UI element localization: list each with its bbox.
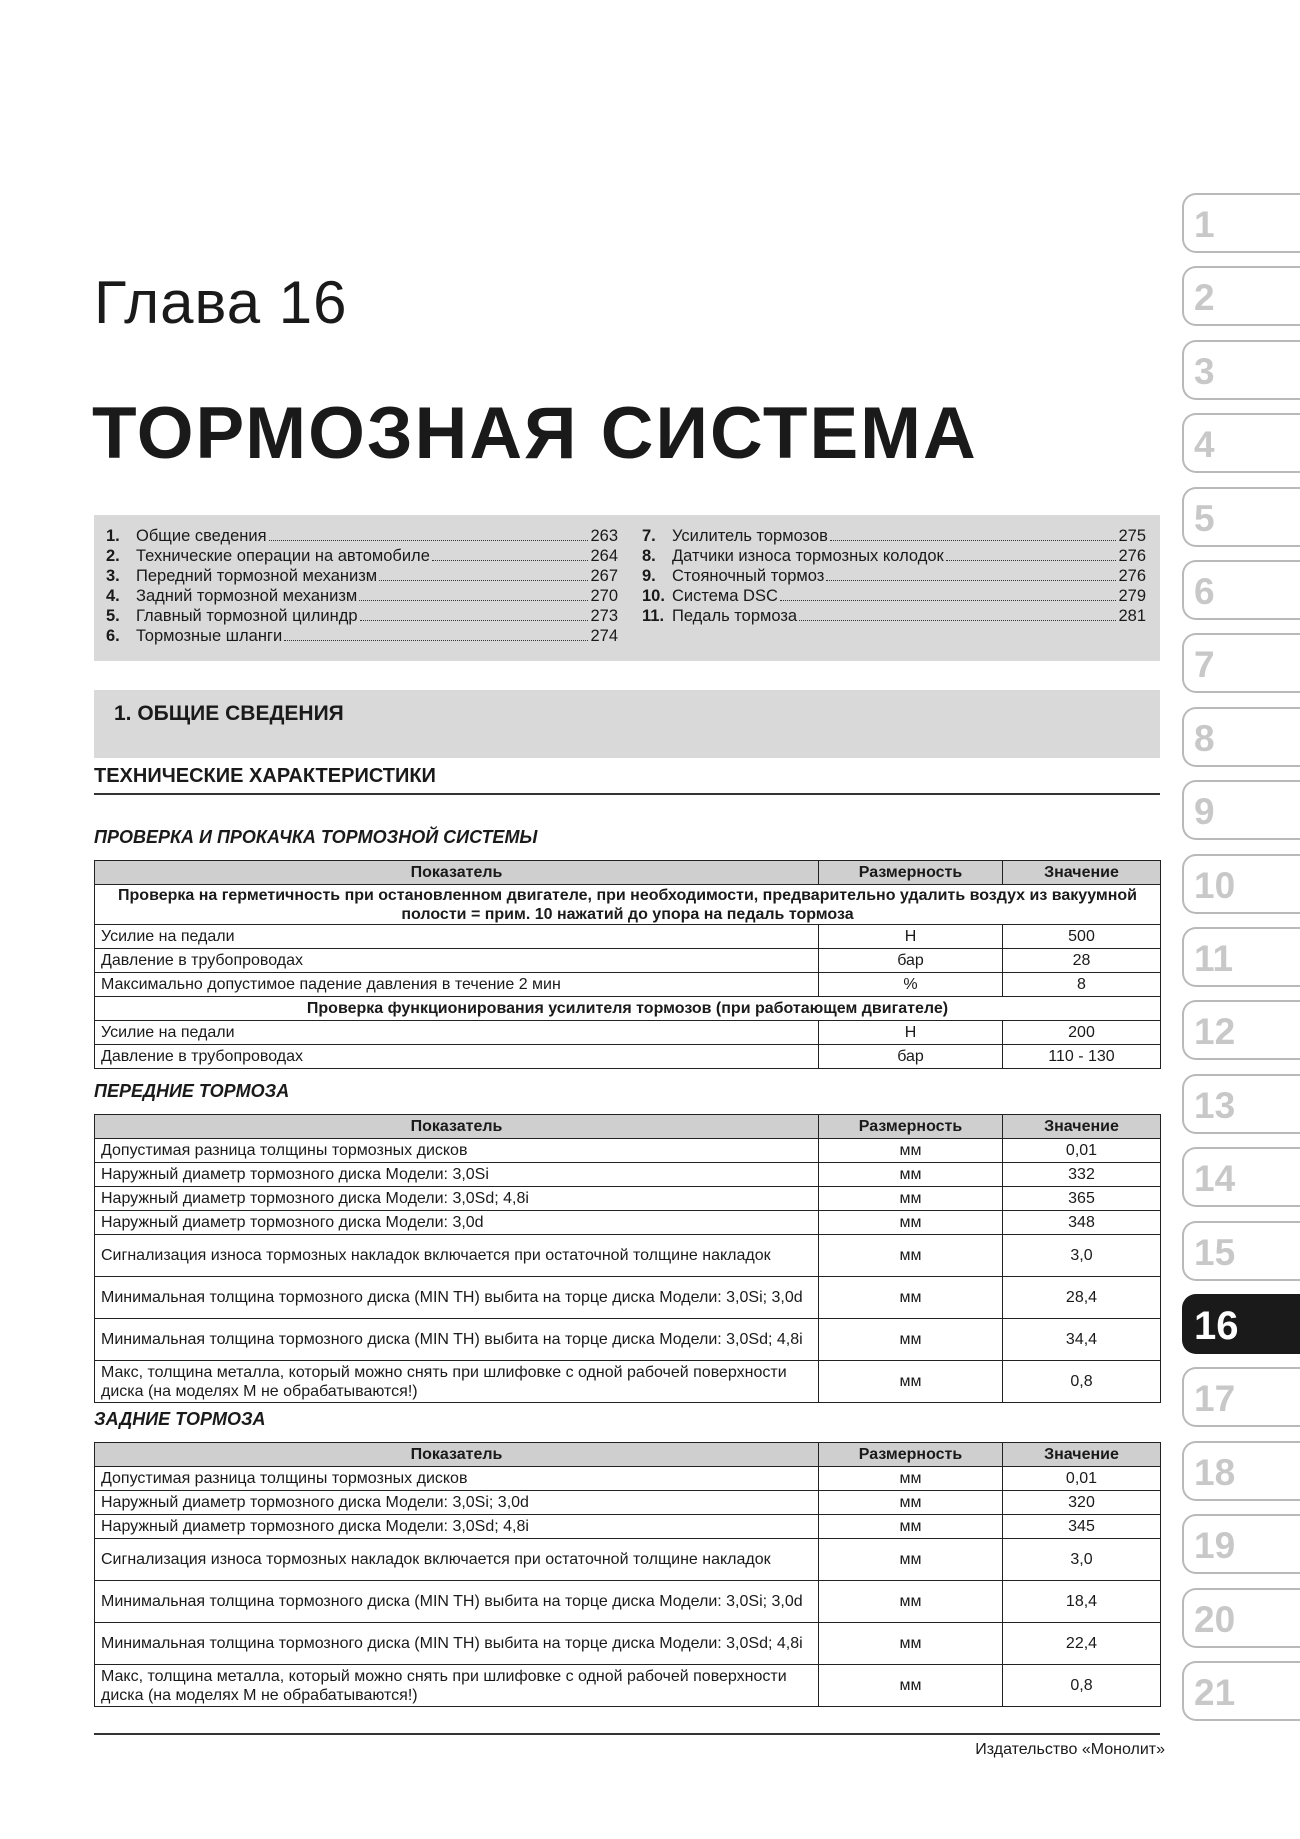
column-header-param: Показатель: [95, 1443, 819, 1467]
chapter-tab-10[interactable]: [1182, 854, 1300, 914]
toc-item-title: Педаль тормоза: [672, 607, 798, 625]
toc-item-number: 3.: [106, 567, 120, 585]
cell-unit: мм: [819, 1235, 1003, 1277]
cell-param: Макс, толщина металла, который можно снять при шлифовке с одной рабочей поверхности диска (на моделях М не обрабатываются!): [95, 1361, 819, 1403]
toc-item-title: Система DSC: [672, 587, 778, 605]
toc-item[interactable]: [106, 547, 618, 567]
chapter-tab-number: 6: [1194, 571, 1215, 612]
toc-dot-leader: [946, 560, 1117, 561]
toc-item[interactable]: [106, 587, 618, 607]
cell-unit: мм: [819, 1163, 1003, 1187]
cell-unit: %: [819, 973, 1003, 997]
toc-dot-leader: [799, 620, 1116, 621]
chapter-tab-number: 5: [1194, 497, 1215, 539]
chapter-tab-17[interactable]: [1182, 1367, 1300, 1427]
table-row: [95, 1235, 1161, 1277]
table-row: [95, 1021, 1161, 1045]
cell-value: 0,01: [1003, 1139, 1161, 1163]
toc-item-page: 275: [1118, 527, 1146, 545]
chapter-tab-20[interactable]: [1182, 1588, 1300, 1648]
cell-param: Наружный диаметр тормозного диска Модели: 3,0Sd; 4,8i: [95, 1187, 819, 1211]
table-row: [95, 925, 1161, 949]
front-brakes-title: ПЕРЕДНИЕ ТОРМОЗА: [94, 1081, 290, 1101]
cell-unit: мм: [819, 1515, 1003, 1539]
section-bar: [94, 690, 1160, 758]
chapter-tab-8[interactable]: [1182, 707, 1300, 767]
toc-item-number: 1.: [106, 527, 120, 545]
chapter-tab-number: 3: [1194, 350, 1215, 392]
chapter-tab-number: 2: [1194, 277, 1215, 319]
table-row: [95, 1211, 1161, 1235]
table-row: [95, 1515, 1161, 1539]
chapter-tab-number: 17: [1194, 1378, 1236, 1420]
rear-brakes-table: [94, 1442, 1161, 1707]
cell-value: 3,0: [1003, 1539, 1161, 1581]
chapter-tab-number: 14: [1194, 1158, 1236, 1200]
cell-value: 34,4: [1003, 1319, 1161, 1361]
chapter-tab-2[interactable]: [1182, 266, 1300, 326]
toc-item-number: 10.: [642, 587, 665, 605]
cell-unit: мм: [819, 1623, 1003, 1665]
toc-item[interactable]: [642, 607, 1146, 627]
cell-param: Максимально допустимое падение давления в течение 2 мин: [95, 973, 819, 997]
chapter-tab-16[interactable]: [1182, 1294, 1300, 1354]
chapter-tab-number: 21: [1194, 1672, 1236, 1713]
cell-unit: мм: [819, 1187, 1003, 1211]
cell-param: Наружный диаметр тормозного диска Модели: 3,0Sd; 4,8i: [95, 1515, 819, 1539]
cell-value: 320: [1003, 1491, 1161, 1515]
toc-item-number: 7.: [642, 527, 656, 545]
cell-param: Давление в трубопроводах: [95, 949, 819, 973]
cell-value: 28,4: [1003, 1277, 1161, 1319]
table-row: [95, 1539, 1161, 1581]
table-row: [95, 1491, 1161, 1515]
table-row: [95, 1623, 1161, 1665]
toc-dot-leader: [269, 540, 589, 541]
cell-unit: мм: [819, 1491, 1003, 1515]
specs-heading: ТЕХНИЧЕСКИЕ ХАРАКТЕРИСТИКИ: [94, 765, 436, 787]
toc-item-title: Усилитель тормозов: [672, 527, 828, 545]
column-header-value: Значение: [1003, 1115, 1161, 1139]
toc-item-page: 270: [590, 587, 618, 605]
chapter-tab-15[interactable]: [1182, 1221, 1300, 1281]
toc-item-page: 263: [590, 527, 618, 545]
check-table-title: ПРОВЕРКА И ПРОКАЧКА ТОРМОЗНОЙ СИСТЕМЫ: [94, 827, 538, 847]
chapter-tab-number: 10: [1194, 864, 1236, 906]
cell-value: 345: [1003, 1515, 1161, 1539]
table-row: [95, 1319, 1161, 1361]
chapter-tab-number: 15: [1194, 1231, 1236, 1273]
chapter-tab-19[interactable]: [1182, 1514, 1300, 1574]
section-heading: 1. ОБЩИЕ СВЕДЕНИЯ: [114, 702, 344, 725]
toc-item-number: 11.: [642, 607, 665, 625]
toc-item[interactable]: [642, 587, 1146, 607]
publisher-name: Издательство «Монолит»: [975, 1741, 1165, 1758]
cell-value: 348: [1003, 1211, 1161, 1235]
toc-dot-leader: [360, 620, 589, 621]
toc-item-page: 281: [1118, 607, 1146, 625]
toc-item[interactable]: [642, 527, 1146, 547]
toc-item-title: Тормозные шланги: [136, 627, 283, 645]
toc-dot-leader: [379, 580, 588, 581]
cell-unit: мм: [819, 1211, 1003, 1235]
divider: [94, 793, 1160, 795]
cell-param: Наружный диаметр тормозного диска Модели: 3,0d: [95, 1211, 819, 1235]
cell-param: Минимальная толщина тормозного диска (MIN TH) выбита на торце диска Модели: 3,0Sd; 4,8i: [95, 1623, 819, 1665]
table-row: [95, 1163, 1161, 1187]
chapter-label: Глава 16: [94, 269, 348, 336]
cell-unit: мм: [819, 1467, 1003, 1491]
cell-value: 18,4: [1003, 1581, 1161, 1623]
cell-value: 0,01: [1003, 1467, 1161, 1491]
chapter-tab-21[interactable]: [1182, 1661, 1300, 1721]
column-header-value: Значение: [1003, 1443, 1161, 1467]
cell-value: 500: [1003, 925, 1161, 949]
cell-value: 0,8: [1003, 1665, 1161, 1707]
chapter-tab-number: 8: [1194, 717, 1215, 759]
table-row: [95, 1467, 1161, 1491]
table-row: [95, 1187, 1161, 1211]
toc-item-page: 276: [1118, 547, 1146, 565]
column-header-unit: Размерность: [819, 1115, 1003, 1139]
cell-param: Усилие на педали: [95, 925, 819, 949]
column-header-param: Показатель: [95, 861, 819, 885]
cell-unit: Н: [819, 1021, 1003, 1045]
chapter-tab-number: 13: [1194, 1084, 1236, 1126]
cell-param: Наружный диаметр тормозного диска Модели: 3,0Si: [95, 1163, 819, 1187]
footer-divider: [94, 1733, 1160, 1735]
cell-param: Сигнализация износа тормозных накладок включается при остаточной толщине накладок: [95, 1539, 819, 1581]
toc-item-title: Технические операции на автомобиле: [136, 547, 430, 565]
chapter-tab-number: 19: [1194, 1525, 1236, 1567]
cell-value: 332: [1003, 1163, 1161, 1187]
cell-unit: мм: [819, 1581, 1003, 1623]
cell-unit: бар: [819, 949, 1003, 973]
toc-item[interactable]: [642, 567, 1146, 587]
cell-param: Давление в трубопроводах: [95, 1045, 819, 1069]
chapter-tab-14[interactable]: [1182, 1147, 1300, 1207]
cell-unit: мм: [819, 1665, 1003, 1707]
cell-value: 3,0: [1003, 1235, 1161, 1277]
cell-value: 28: [1003, 949, 1161, 973]
chapter-tab-5[interactable]: [1182, 487, 1300, 547]
toc-item-page: 267: [590, 567, 618, 585]
table-row: [95, 1045, 1161, 1069]
toc-dot-leader: [826, 580, 1116, 581]
cell-unit: Н: [819, 925, 1003, 949]
chapter-tab-number: 20: [1194, 1598, 1236, 1640]
cell-param: Минимальная толщина тормозного диска (MIN TH) выбита на торце диска Модели: 3,0Si; 3,0d: [95, 1581, 819, 1623]
table-row: [95, 1139, 1161, 1163]
cell-value: 110 - 130: [1003, 1045, 1161, 1069]
cell-param: Минимальная толщина тормозного диска (MIN TH) выбита на торце диска Модели: 3,0Si; 3,0d: [95, 1277, 819, 1319]
toc-item-page: 276: [1118, 567, 1146, 585]
chapter-tab-3[interactable]: [1182, 340, 1300, 400]
table-row: [95, 949, 1161, 973]
cell-unit: бар: [819, 1045, 1003, 1069]
front-brakes-table: [94, 1114, 1161, 1403]
chapter-tab-number: 9: [1194, 791, 1215, 833]
toc-column-left: [106, 527, 618, 647]
group-title: Проверка функционирования усилителя тормозов (при работающем двигателе): [95, 997, 1161, 1021]
chapter-tab-number: 16: [1194, 1304, 1239, 1348]
group-row: [95, 997, 1161, 1021]
toc-item-page: 279: [1118, 587, 1146, 605]
chapter-tab-number: 12: [1194, 1011, 1236, 1053]
cell-param: Усилие на педали: [95, 1021, 819, 1045]
toc-item-number: 5.: [106, 607, 120, 625]
chapter-tab-number: 11: [1194, 938, 1234, 979]
table-of-contents: [94, 515, 1160, 661]
toc-item-title: Главный тормозной цилиндр: [136, 607, 358, 625]
cell-unit: мм: [819, 1319, 1003, 1361]
toc-dot-leader: [284, 640, 588, 641]
toc-item-number: 8.: [642, 547, 656, 565]
toc-item-number: 6.: [106, 627, 120, 645]
chapter-tab-12[interactable]: [1182, 1000, 1300, 1060]
table-row: [95, 973, 1161, 997]
toc-dot-leader: [432, 560, 589, 561]
chapter-tab-1[interactable]: [1182, 193, 1300, 253]
cell-param: Минимальная толщина тормозного диска (MIN TH) выбита на торце диска Модели: 3,0Sd; 4,8i: [95, 1319, 819, 1361]
toc-item[interactable]: [106, 627, 618, 647]
chapter-tab-number: 18: [1194, 1451, 1236, 1493]
chapter-title: ТОРМОЗНАЯ СИСТЕМА: [92, 393, 978, 474]
cell-value: 365: [1003, 1187, 1161, 1211]
chapter-tab-7[interactable]: [1182, 633, 1300, 693]
toc-column-right: [642, 527, 1146, 627]
chapter-tab-4[interactable]: [1182, 413, 1300, 473]
chapter-tab-13[interactable]: [1182, 1074, 1300, 1134]
chapter-tab-number: 1: [1194, 204, 1215, 245]
cell-value: 22,4: [1003, 1623, 1161, 1665]
toc-item[interactable]: [106, 527, 618, 547]
column-header-value: Значение: [1003, 861, 1161, 885]
toc-dot-leader: [830, 540, 1117, 541]
table-row: [95, 1277, 1161, 1319]
toc-item-number: 4.: [106, 587, 120, 605]
cell-param: Допустимая разница толщины тормозных дисков: [95, 1139, 819, 1163]
toc-item[interactable]: [106, 567, 618, 587]
toc-item-title: Задний тормозной механизм: [136, 587, 358, 605]
cell-value: 0,8: [1003, 1361, 1161, 1403]
group-title: Проверка на герметичность при остановленном двигателе, при необходимости, предварительно удалить воздух из вакуумной полости = прим. 10 нажатий до упора на педаль тормоза: [95, 885, 1161, 925]
toc-item-page: 274: [590, 627, 618, 645]
group-row: [95, 885, 1161, 925]
table-row: [95, 1581, 1161, 1623]
table-row: [95, 1665, 1161, 1707]
chapter-tab-11[interactable]: [1182, 927, 1300, 987]
cell-unit: мм: [819, 1361, 1003, 1403]
toc-dot-leader: [780, 600, 1117, 601]
column-header-unit: Размерность: [819, 861, 1003, 885]
toc-dot-leader: [359, 600, 588, 601]
chapter-tab-18[interactable]: [1182, 1441, 1300, 1501]
toc-item-number: 2.: [106, 547, 120, 565]
cell-param: Допустимая разница толщины тормозных дисков: [95, 1467, 819, 1491]
table-row: [95, 1361, 1161, 1403]
cell-unit: мм: [819, 1539, 1003, 1581]
toc-item-title: Стояночный тормоз: [672, 567, 825, 585]
cell-unit: мм: [819, 1277, 1003, 1319]
toc-item-title: Общие сведения: [136, 527, 267, 545]
column-header-param: Показатель: [95, 1115, 819, 1139]
toc-item-page: 273: [590, 607, 618, 625]
cell-value: 200: [1003, 1021, 1161, 1045]
toc-item-number: 9.: [642, 567, 656, 585]
cell-unit: мм: [819, 1139, 1003, 1163]
toc-item-page: 264: [590, 547, 618, 565]
toc-item[interactable]: [642, 547, 1146, 567]
chapter-tab-6[interactable]: [1182, 560, 1300, 620]
check-table: [94, 860, 1161, 1069]
column-header-unit: Размерность: [819, 1443, 1003, 1467]
chapter-tab-number: 7: [1194, 644, 1215, 686]
chapter-tab-9[interactable]: [1182, 780, 1300, 840]
chapter-tab-number: 4: [1194, 424, 1215, 466]
cell-param: Макс, толщина металла, который можно снять при шлифовке с одной рабочей поверхности диска (на моделях М не обрабатываются!): [95, 1665, 819, 1707]
toc-item-title: Датчики износа тормозных колодок: [672, 547, 944, 565]
cell-param: Сигнализация износа тормозных накладок включается при остаточной толщине накладок: [95, 1235, 819, 1277]
rear-brakes-title: ЗАДНИЕ ТОРМОЗА: [94, 1409, 266, 1429]
toc-item-title: Передний тормозной механизм: [136, 567, 378, 585]
cell-param: Наружный диаметр тормозного диска Модели: 3,0Si; 3,0d: [95, 1491, 819, 1515]
toc-item[interactable]: [106, 607, 618, 627]
cell-value: 8: [1003, 973, 1161, 997]
